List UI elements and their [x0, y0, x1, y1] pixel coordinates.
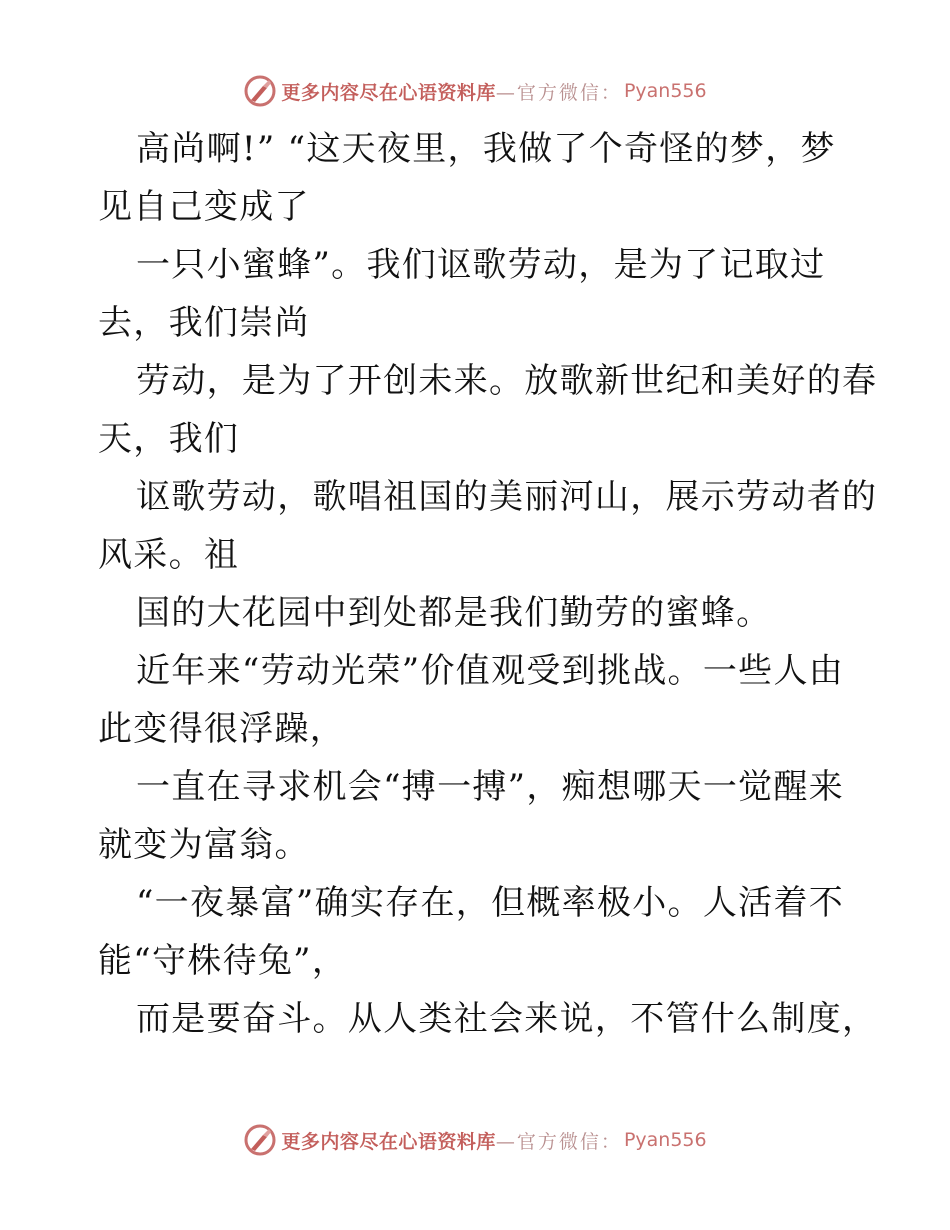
text-line: 见自己变成了 [98, 187, 310, 227]
text-line: 讴歌劳动，歌唱祖国的美丽河山，展示劳动者的 [136, 477, 878, 517]
text-line: “一夜暴富”确实存在，但概率极小。人活着不 [136, 883, 845, 923]
text-line: 能“守株待兔”， [98, 941, 348, 981]
text-line: 一只小蜜蜂”。我们讴歌劳动，是为了记取过 [136, 245, 826, 285]
header-banner-dash: —官方微信： [495, 81, 622, 104]
body-text [98, 120, 878, 1048]
text-line: 国的大花园中到处都是我们勤劳的蜜蜂。 [136, 593, 772, 633]
footer-banner [0, 1120, 950, 1160]
text-line: 天，我们 [98, 419, 240, 459]
text-line: 一直在寻求机会“搏一搏”，痴想哪天一觉醒来 [136, 767, 845, 807]
text-line: 高尚啊!” “这天夜里，我做了个奇怪的梦，梦 [136, 129, 836, 169]
text-line: 此变得很浮躁， [98, 709, 346, 749]
footer-banner-main: 更多内容尽在心语资料库 [281, 1130, 496, 1153]
text-line: 劳动，是为了开创未来。放歌新世纪和美好的春 [136, 361, 878, 401]
footer-banner-id: Pyan556 [623, 1129, 707, 1151]
header-banner [0, 71, 950, 111]
text-line: 近年来“劳动光荣”价值观受到挑战。一些人由 [136, 651, 845, 691]
header-banner-id: Pyan556 [623, 80, 707, 102]
header-banner-main: 更多内容尽在心语资料库 [281, 81, 496, 104]
footer-banner-dash: —官方微信： [495, 1130, 622, 1153]
text-line: 就变为富翁。 [98, 825, 310, 865]
text-line: 风采。祖 [98, 535, 240, 575]
pen-logo-icon [243, 1123, 277, 1157]
pen-logo-icon [243, 74, 277, 108]
text-line: 而是要奋斗。从人类社会来说，不管什么制度， [136, 999, 878, 1039]
text-line: 去，我们崇尚 [98, 303, 310, 343]
